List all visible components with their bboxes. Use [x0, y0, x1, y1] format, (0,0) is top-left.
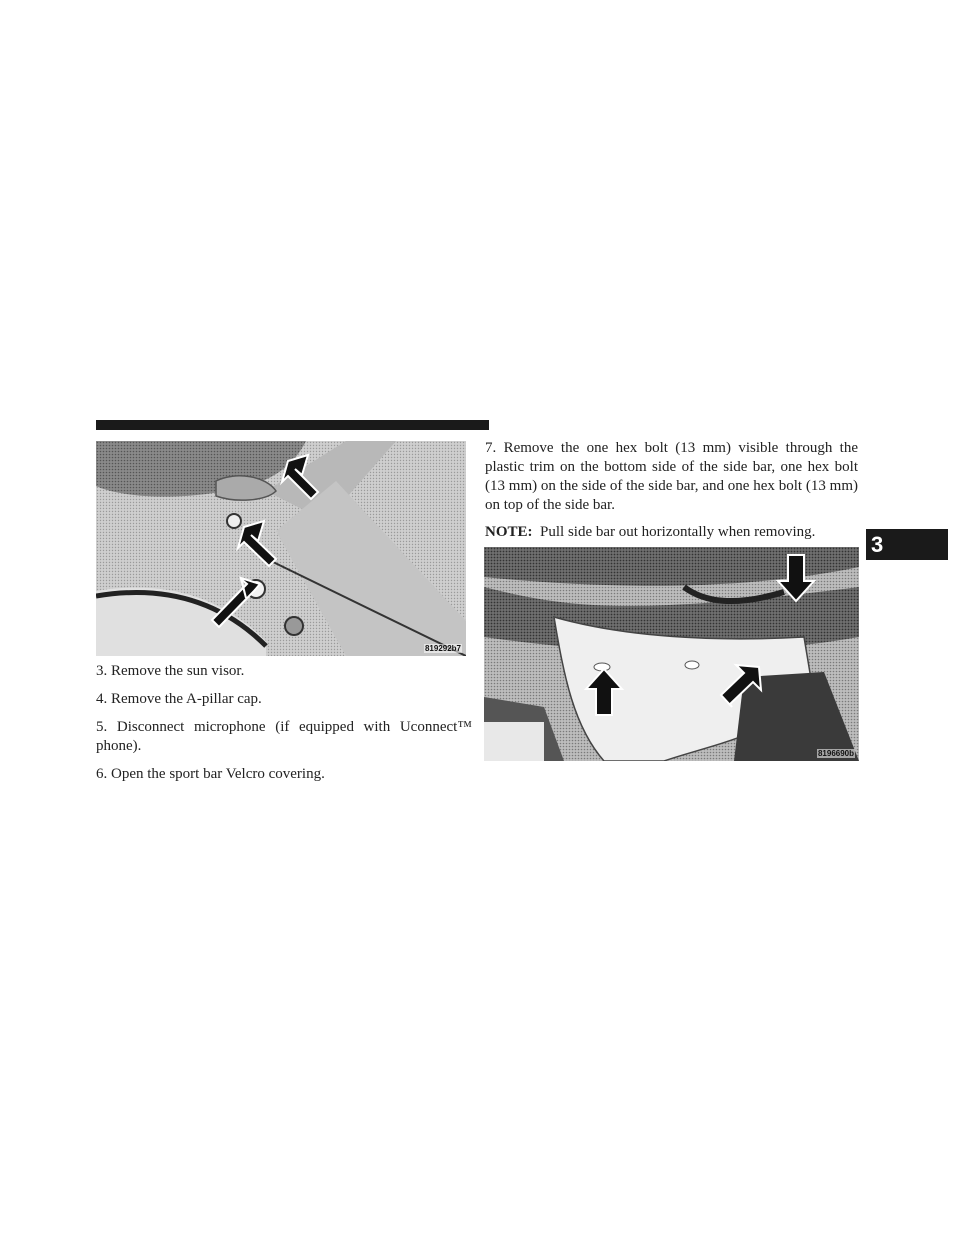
note-label: NOTE: — [485, 524, 533, 540]
step-4: 4. Remove the A-pillar cap. — [96, 691, 262, 707]
step-6: 6. Open the sport bar Velcro covering. — [96, 766, 325, 782]
figure-code: 8196690b — [817, 749, 854, 758]
figure-side-bar — [484, 547, 859, 761]
chapter-tab — [866, 529, 948, 560]
figure-a-pillar — [96, 441, 466, 656]
note-text: Pull side bar out horizontally when removing. — [540, 524, 816, 540]
chapter-number: 3 — [871, 532, 884, 557]
step-3: 3. Remove the sun visor. — [96, 663, 245, 679]
step-5: 5. Disconnect microphone (if equipped with Uconnect™ phone). — [96, 719, 472, 754]
step-7: 7. Remove the one hex bolt (13 mm) visible through the plastic trim on the bottom side of the side bar, one hex bolt (13 mm) on the side of the side bar, and one hex bolt (13 mm) on top of the side bar. — [485, 440, 858, 513]
figure-code: 819292b7 — [424, 644, 461, 653]
note — [485, 523, 858, 542]
section-top-rule — [96, 420, 489, 430]
